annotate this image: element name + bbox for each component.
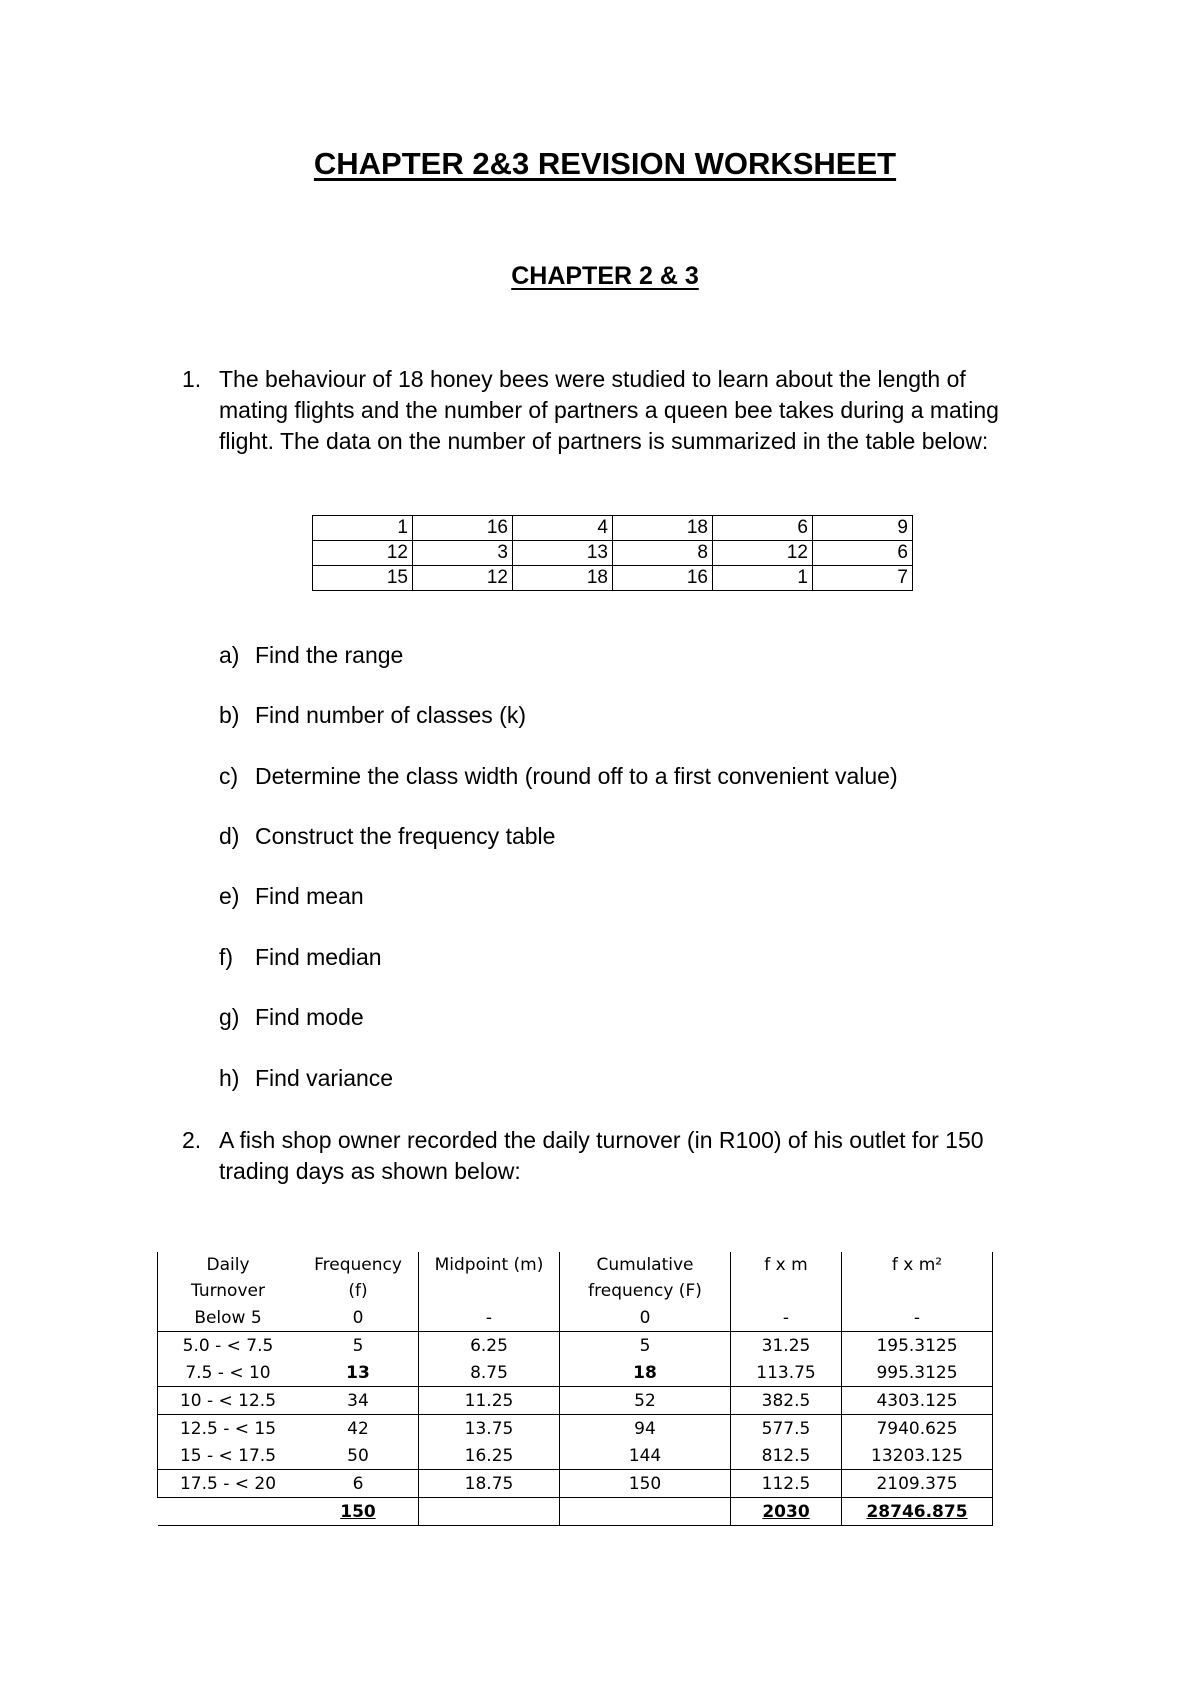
question-1-line: mating flights and the number of partners a queen bee takes during a mating — [219, 397, 999, 423]
total-frequency: 150 — [298, 1498, 419, 1526]
header-f-x-m: f x m — [731, 1252, 842, 1304]
table-cell: Below 5 — [158, 1304, 299, 1332]
table-row — [313, 566, 913, 591]
table-cell: 12 — [713, 541, 813, 566]
part-h-letter: h) — [219, 1065, 240, 1091]
table-cell: 16.25 — [419, 1442, 560, 1470]
table-cell: 13 — [513, 541, 613, 566]
question-1-line: flight. The data on the number of partners is summarized in the table below: — [219, 428, 989, 454]
table-cell: 6 — [813, 541, 913, 566]
table-cell: 112.5 — [731, 1470, 842, 1498]
question-2-number: 2. — [182, 1127, 202, 1153]
total-f-x-m-squared: 28746.875 — [842, 1498, 993, 1526]
table-cell: 382.5 — [731, 1387, 842, 1415]
header-frequency: Frequency (f) — [298, 1252, 419, 1304]
question-1-number: 1. — [182, 366, 202, 392]
part-a-text: Find the range — [255, 642, 404, 668]
table-cell: 42 — [298, 1415, 419, 1443]
table-cell: 15 — [313, 566, 413, 591]
table-cell: 0 — [298, 1304, 419, 1332]
table-cell: 113.75 — [731, 1359, 842, 1387]
table-cell: 17.5 - < 20 — [158, 1470, 299, 1498]
table-cell: - — [842, 1304, 993, 1332]
table-row — [158, 1470, 993, 1498]
table-cell: 4 — [513, 516, 613, 541]
table-cell: 50 — [298, 1442, 419, 1470]
part-d-text: Construct the frequency table — [255, 823, 556, 849]
section-heading: CHAPTER 2 & 3 — [511, 262, 699, 290]
table-cell: 8.75 — [419, 1359, 560, 1387]
turnover-frequency-table — [157, 1252, 993, 1526]
table-cell: 3 — [413, 541, 513, 566]
table-cell: 11.25 — [419, 1387, 560, 1415]
table-cell: 9 — [813, 516, 913, 541]
table-cell: 31.25 — [731, 1332, 842, 1360]
question-2-line: trading days as shown below: — [219, 1158, 521, 1184]
header-cumulative-frequency: Cumulative frequency (F) — [560, 1252, 731, 1304]
table-cell: 0 — [560, 1304, 731, 1332]
table-cell: 150 — [560, 1470, 731, 1498]
table-cell: 8 — [613, 541, 713, 566]
part-g-text: Find mode — [255, 1004, 364, 1030]
table-cell: 6 — [298, 1470, 419, 1498]
table-cell: 2109.375 — [842, 1470, 993, 1498]
table-cell: - — [731, 1304, 842, 1332]
question-2-text — [219, 1125, 1099, 1187]
header-daily-turnover: Daily Turnover — [158, 1252, 299, 1304]
table-cell: 12.5 - < 15 — [158, 1415, 299, 1443]
header-f-x-m-squared: f x m² — [842, 1252, 993, 1304]
table-cell: 812.5 — [731, 1442, 842, 1470]
part-b-letter: b) — [219, 702, 240, 728]
part-e-letter: e) — [219, 883, 240, 909]
question-1-line: The behaviour of 18 honey bees were studied to learn about the length of — [219, 366, 966, 392]
part-c-text: Determine the class width (round off to a first convenient value) — [255, 763, 898, 789]
table-cell: 1 — [313, 516, 413, 541]
table-row — [158, 1332, 993, 1360]
table-row — [158, 1387, 993, 1415]
part-d-letter: d) — [219, 823, 240, 849]
part-b-text: Find number of classes (k) — [255, 702, 526, 728]
table-cell — [560, 1498, 731, 1526]
table-row — [313, 516, 913, 541]
table-cell: 7940.625 — [842, 1415, 993, 1443]
table-row — [158, 1304, 993, 1332]
part-f-text: Find median — [255, 944, 382, 970]
table-cell: 6.25 — [419, 1332, 560, 1360]
table-cell: 18 — [513, 566, 613, 591]
part-c-letter: c) — [219, 763, 239, 789]
table-header-row — [158, 1252, 993, 1304]
table-cell: 18.75 — [419, 1470, 560, 1498]
table-row — [158, 1442, 993, 1470]
table-cell: 5 — [560, 1332, 731, 1360]
part-g-letter: g) — [219, 1004, 240, 1030]
page-title: CHAPTER 2&3 REVISION WORKSHEET — [313, 146, 897, 181]
table-cell: 5 — [298, 1332, 419, 1360]
table-totals-row — [158, 1498, 993, 1526]
part-h-text: Find variance — [255, 1065, 394, 1091]
table-cell — [419, 1498, 560, 1526]
table-cell: 16 — [613, 566, 713, 591]
table-cell: 13.75 — [419, 1415, 560, 1443]
question-2-line: A fish shop owner recorded the daily turnover (in R100) of his outlet for 150 — [219, 1127, 984, 1153]
table-cell: 12 — [313, 541, 413, 566]
table-cell: 5.0 - < 7.5 — [158, 1332, 299, 1360]
table-cell: 18 — [613, 516, 713, 541]
table-cell: 18 — [560, 1359, 731, 1387]
table-cell: 13203.125 — [842, 1442, 993, 1470]
table-cell: 7 — [813, 566, 913, 591]
bee-partners-table — [312, 515, 913, 591]
table-cell: 13 — [298, 1359, 419, 1387]
header-midpoint: Midpoint (m) — [419, 1252, 560, 1304]
table-cell: 16 — [413, 516, 513, 541]
table-row — [158, 1359, 993, 1387]
table-cell: 4303.125 — [842, 1387, 993, 1415]
table-cell — [158, 1498, 299, 1526]
table-cell: 7.5 - < 10 — [158, 1359, 299, 1387]
table-cell: 15 - < 17.5 — [158, 1442, 299, 1470]
part-e-text: Find mean — [255, 883, 364, 909]
table-cell: 6 — [713, 516, 813, 541]
question-1-text — [219, 364, 1099, 457]
table-cell: - — [419, 1304, 560, 1332]
table-cell: 195.3125 — [842, 1332, 993, 1360]
table-cell: 94 — [560, 1415, 731, 1443]
table-cell: 144 — [560, 1442, 731, 1470]
table-cell: 1 — [713, 566, 813, 591]
total-f-x-m: 2030 — [731, 1498, 842, 1526]
table-cell: 34 — [298, 1387, 419, 1415]
table-cell: 10 - < 12.5 — [158, 1387, 299, 1415]
table-row — [313, 541, 913, 566]
table-cell: 12 — [413, 566, 513, 591]
table-cell: 52 — [560, 1387, 731, 1415]
table-cell: 577.5 — [731, 1415, 842, 1443]
table-cell: 995.3125 — [842, 1359, 993, 1387]
table-row — [158, 1415, 993, 1443]
part-a-letter: a) — [219, 642, 240, 668]
part-f-letter: f) — [219, 944, 234, 970]
